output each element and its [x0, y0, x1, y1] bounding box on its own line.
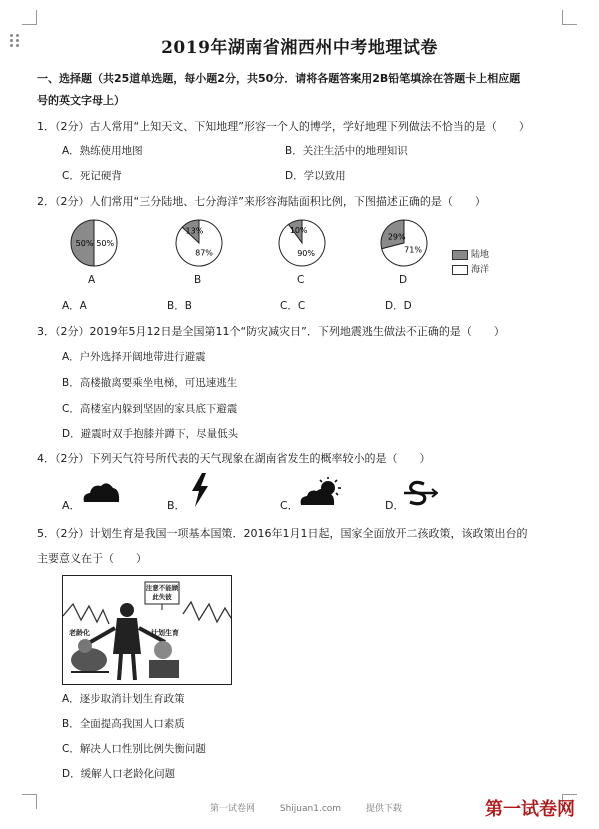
- legend-label: 陆地: [471, 250, 490, 260]
- footer-site: 第一试卷网: [210, 804, 256, 814]
- answer-option[interactable]: B．全面提高我国人口素质: [62, 718, 185, 730]
- legend-swatch: [452, 265, 468, 275]
- question-stem: 3．（2分）2019年5月12日是全国第11个“防灾减灾日”．下列地震逃生做法不正确的是（ ）: [37, 325, 505, 338]
- answer-option[interactable]: B．高楼撤离要乘坐电梯，可迅速逃生: [62, 377, 238, 389]
- answer-option[interactable]: B．: [167, 499, 186, 512]
- footer-url[interactable]: Shijuan1.com: [279, 804, 342, 814]
- pie-chart: [62, 218, 126, 272]
- pie-letter: B: [194, 274, 202, 286]
- legend-label: 海洋: [471, 265, 490, 275]
- pie-land-label: 13%: [185, 226, 204, 236]
- pie-ocean-label: 87%: [195, 248, 213, 258]
- pie-letter: D: [399, 274, 408, 286]
- question-stem: 主要意义在于（ ）: [37, 552, 147, 565]
- pie-ocean-label: 50%: [96, 239, 115, 248]
- pie-letter: C: [297, 274, 305, 286]
- brand-logo: 第一试卷网: [485, 799, 575, 820]
- answer-option[interactable]: D．D: [385, 300, 412, 312]
- pie-land-label: 10%: [289, 225, 308, 235]
- pie-chart: [167, 218, 231, 272]
- page-corner-mark: [22, 10, 37, 25]
- pie-chart-svg: [167, 218, 231, 268]
- answer-option[interactable]: A．逐步取消计划生育政策: [62, 693, 185, 705]
- question-stem: 4．（2分）下列天气符号所代表的天气现象在湖南省发生的概率较小的是（ ）: [37, 452, 431, 465]
- answer-option[interactable]: C．解决人口性别比例失衡问题: [62, 743, 206, 755]
- pie-ocean-label: 90%: [297, 248, 315, 258]
- answer-option[interactable]: B．关注生活中的地理知识: [285, 145, 408, 157]
- answer-option[interactable]: C．死记硬背: [62, 170, 122, 182]
- footer-provider: 提供下载: [365, 804, 402, 814]
- question-stem: 5．（2分）计划生育是我国一项基本国策．2016年1月1日起，国家全面放开二孩政策，该政策出台的: [37, 527, 528, 540]
- question-stem: 1．（2分）古人常用“上知天文、下知地理”形容一个人的博学，学好地理下列做法不恰当的是（ ）: [37, 120, 530, 133]
- pie-chart: [270, 218, 334, 272]
- answer-option[interactable]: C．C: [280, 300, 306, 312]
- page-corner-mark: [562, 10, 577, 25]
- page-footer: [210, 801, 424, 814]
- cartoon-tag: 老龄化: [69, 629, 90, 637]
- section-header: 一、选择题（共25道单选题，每小题2分，共50分．请将各题答案用2B铅笔填涂在答题卡上相应题: [37, 72, 521, 85]
- answer-option[interactable]: D．避震时双手抱膝并蹲下，尽量低头: [62, 428, 239, 440]
- page-title: 2019年湖南省湘西州中考地理试卷: [161, 38, 438, 58]
- sandstorm-icon: [402, 478, 438, 512]
- page-corner-mark: [22, 794, 37, 809]
- answer-option[interactable]: A．熟练使用地图: [62, 145, 143, 157]
- legend-swatch: [452, 250, 468, 260]
- answer-option[interactable]: D．: [385, 499, 405, 512]
- answer-option[interactable]: B．B: [167, 300, 192, 312]
- legend-item-ocean: [452, 262, 489, 275]
- answer-option[interactable]: A．: [62, 499, 81, 512]
- pie-chart-svg: [270, 218, 334, 268]
- cloudy-icon: [80, 478, 122, 510]
- lightning-icon: [188, 472, 212, 512]
- cartoon-tag: 计划生育: [151, 629, 179, 637]
- answer-option[interactable]: C．高楼室内躲到坚固的家具底下避震: [62, 403, 238, 415]
- pie-land-label: 29%: [387, 232, 406, 242]
- answer-option[interactable]: A．A: [62, 300, 87, 312]
- section-header: 号的英文字母上）: [37, 94, 125, 107]
- pie-ocean-label: 71%: [404, 245, 422, 255]
- cartoon-sign: 注意不能顾此失彼: [145, 584, 179, 601]
- answer-option[interactable]: C．: [280, 499, 299, 512]
- question-stem: 2．（2分）人们常用“三分陆地、七分海洋”来形容海陆面积比例，下图描述正确的是（ ）: [37, 195, 486, 208]
- pie-chart: [372, 218, 436, 272]
- partly-cloudy-icon: [298, 476, 346, 512]
- answer-option[interactable]: D．缓解人口老龄化问题: [62, 768, 176, 780]
- pie-letter: A: [88, 274, 96, 286]
- answer-option[interactable]: A．户外选择开阔地带进行避震: [62, 351, 206, 363]
- policy-cartoon: [62, 575, 232, 685]
- legend-item-land: [452, 247, 489, 260]
- pie-chart-svg: [372, 218, 436, 268]
- pie-land-label: 50%: [75, 239, 94, 248]
- pie-chart-svg: [62, 218, 126, 268]
- answer-option[interactable]: D．学以致用: [285, 170, 346, 182]
